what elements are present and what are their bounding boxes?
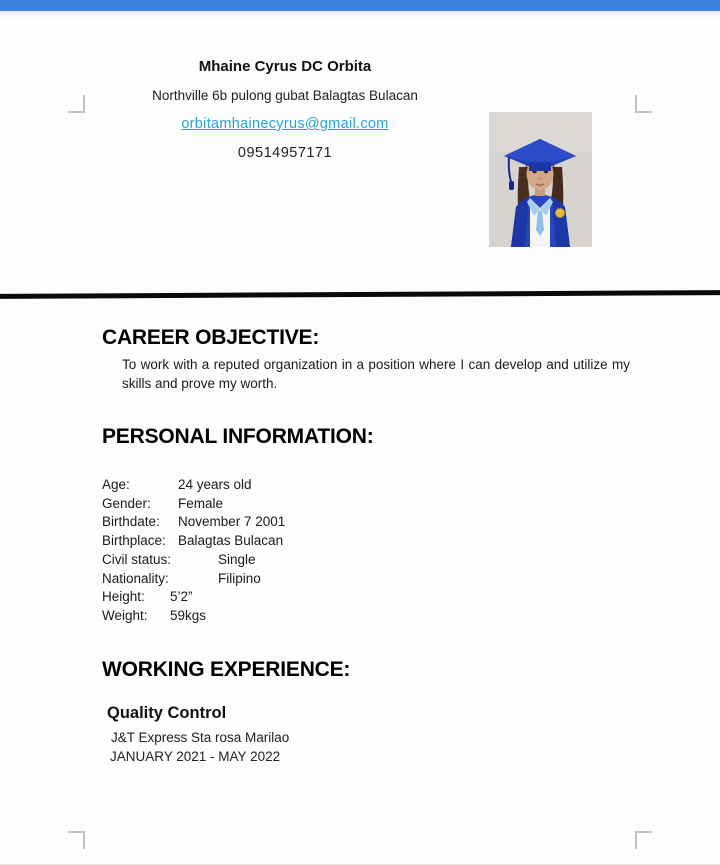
email-link[interactable]: orbitamhainecyrus@gmail.com xyxy=(181,116,389,132)
info-value: Female xyxy=(178,495,224,511)
info-row-weight xyxy=(102,607,285,626)
resume-phone: 09514957171 xyxy=(237,145,333,161)
info-row-height xyxy=(102,588,285,607)
info-value: Balagtas Bulacan xyxy=(178,533,284,549)
resume-name: Mhaine Cyrus DC Orbita xyxy=(198,58,372,75)
resume-email-line xyxy=(65,114,505,134)
info-value: Filipino xyxy=(218,570,261,586)
job-company: J&T Express Sta rosa Marilao xyxy=(111,730,290,745)
app-bar-shadow xyxy=(0,11,720,19)
working-experience-heading: WORKING EXPERIENCE: xyxy=(102,658,351,681)
info-value: 24 years old xyxy=(178,477,252,492)
info-value: 5’2” xyxy=(170,589,193,605)
section-divider-line xyxy=(0,290,720,299)
info-label: Civil status: xyxy=(102,551,172,567)
info-row-birthdate xyxy=(102,513,285,532)
graduation-photo xyxy=(489,112,592,247)
info-row-nationality xyxy=(102,570,285,589)
info-label: Birthplace: xyxy=(102,533,166,549)
personal-information-heading: PERSONAL INFORMATION: xyxy=(102,425,374,448)
info-value: Single xyxy=(218,551,256,567)
info-label: Birthdate: xyxy=(102,514,160,530)
job-period: JANUARY 2021 - MAY 2022 xyxy=(110,749,281,764)
info-label: Nationality: xyxy=(102,570,169,586)
info-value: 59kgs xyxy=(170,607,207,623)
career-objective-text: To work with a reputed organization in a position where I can develop and utilize my skills and prove my worth. xyxy=(122,357,630,391)
resume-header xyxy=(65,57,505,163)
graduation-photo-illustration xyxy=(489,112,592,247)
info-label: Gender: xyxy=(102,495,151,511)
info-label: Weight: xyxy=(102,607,148,623)
info-row-birthplace xyxy=(102,532,285,551)
page-corner-mark-bottom-right xyxy=(635,831,652,849)
resume-address: Northville 6b pulong gubat Balagtas Bulacan xyxy=(152,88,418,103)
info-row-civil-status xyxy=(102,551,285,570)
app-accent-bar xyxy=(0,0,720,11)
job-title: Quality Control xyxy=(107,704,227,722)
info-label: Age: xyxy=(102,477,130,492)
page-corner-mark-bottom-left xyxy=(68,831,85,849)
info-row-age xyxy=(102,476,285,495)
info-label: Height: xyxy=(102,589,145,605)
personal-information-list xyxy=(102,476,285,626)
career-objective-heading: CAREER OBJECTIVE: xyxy=(102,326,320,349)
info-row-gender xyxy=(102,495,285,514)
info-value: November 7 2001 xyxy=(178,514,286,530)
page-corner-mark-top-right xyxy=(635,95,652,113)
